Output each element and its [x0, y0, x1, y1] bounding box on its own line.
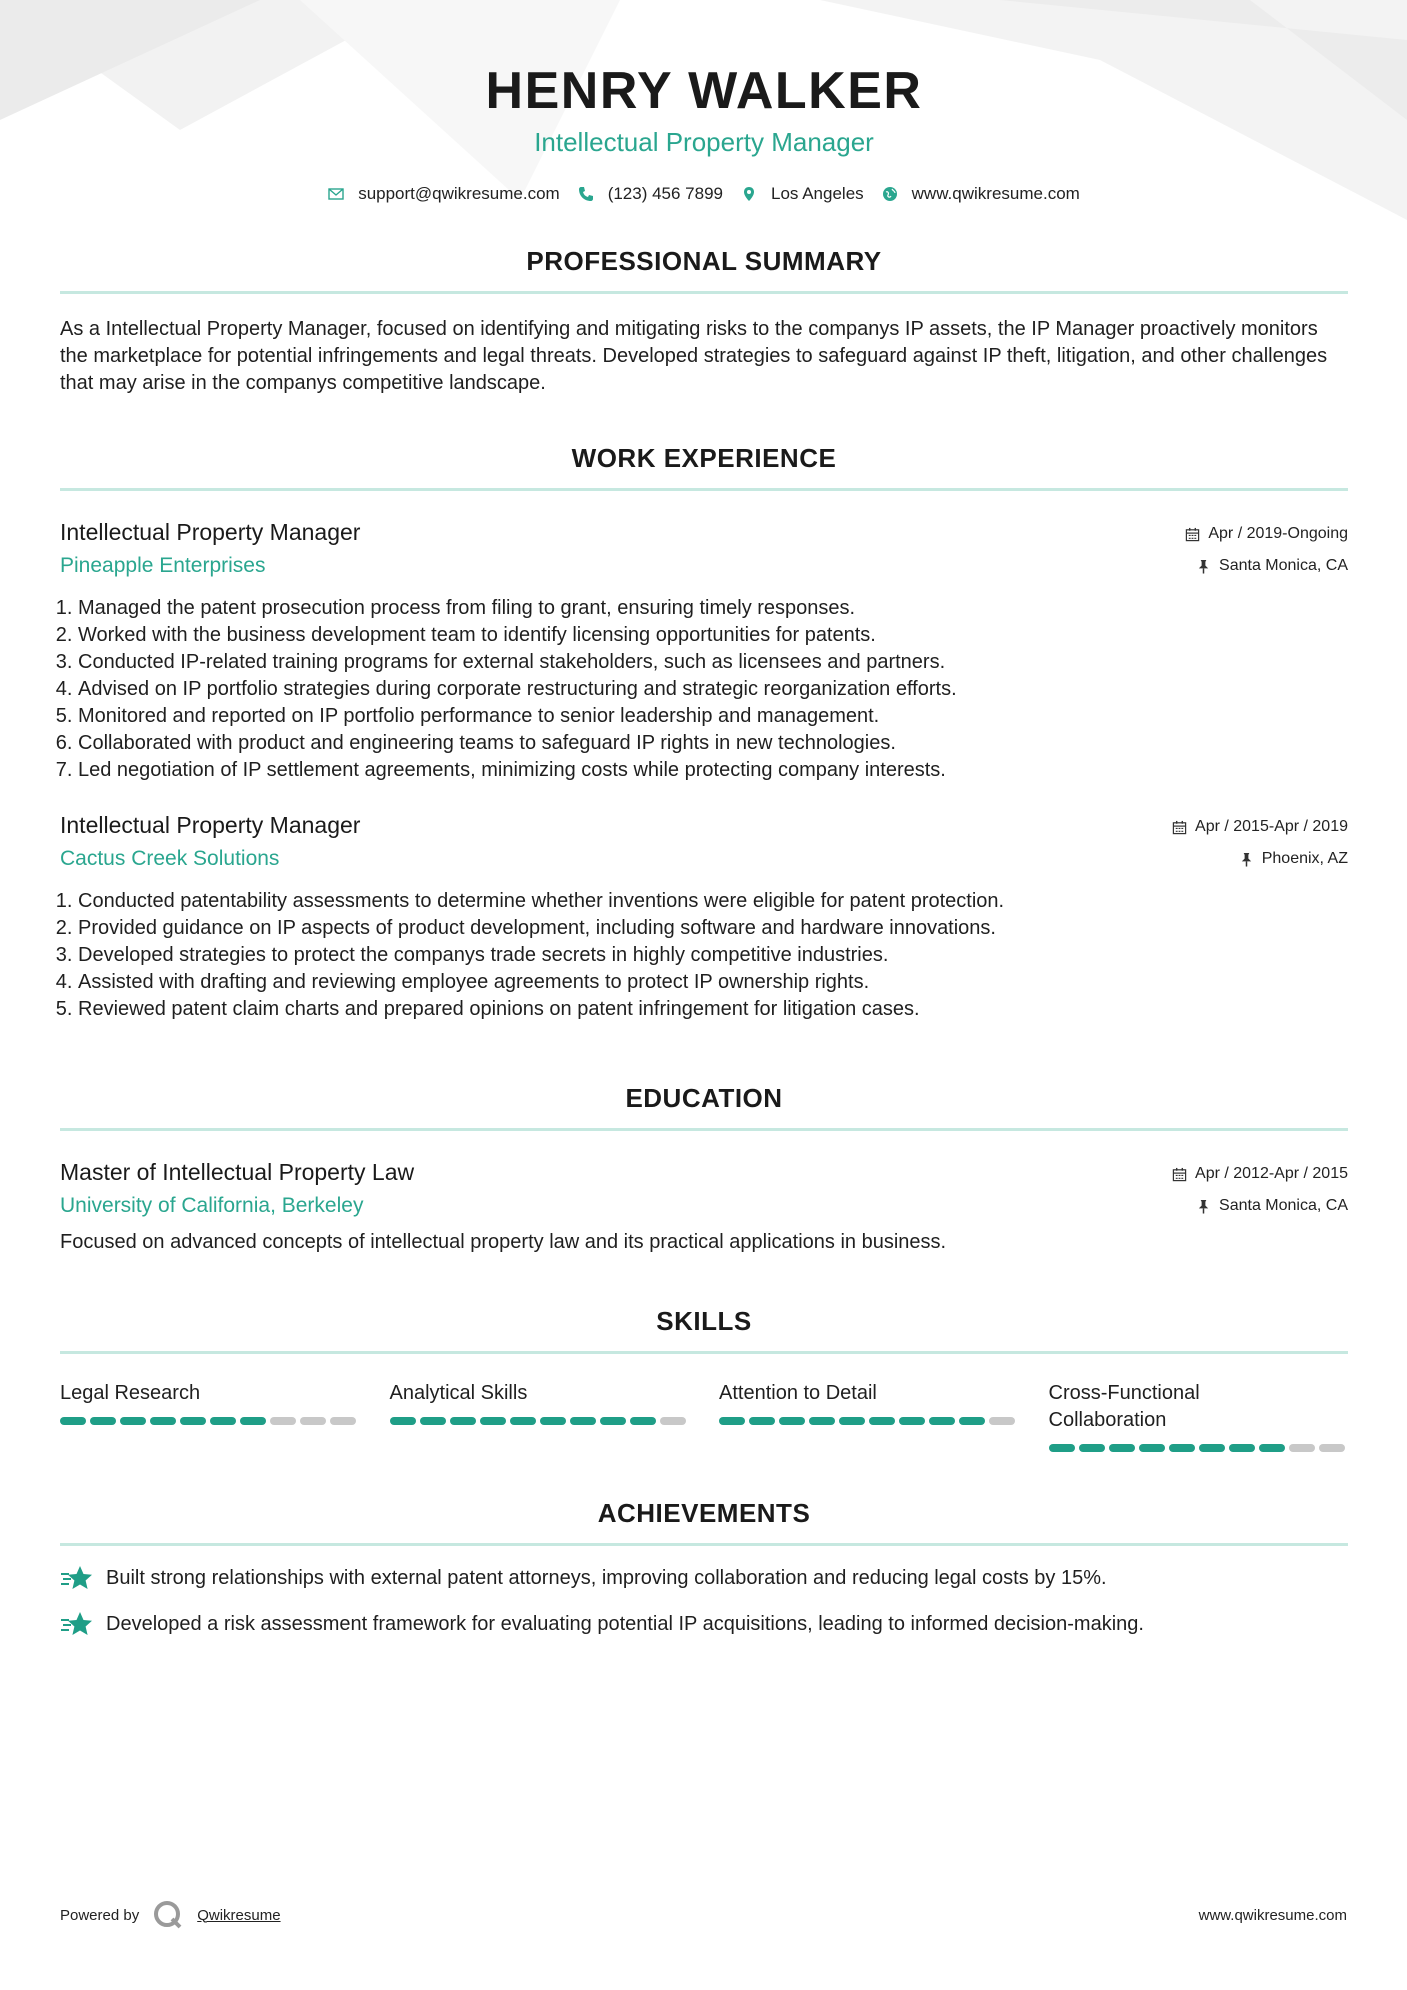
skill-level-bar [390, 1417, 690, 1425]
skill-segment-filled [570, 1417, 596, 1425]
skill-segment-filled [1049, 1444, 1075, 1452]
skill-level-bar [1049, 1444, 1349, 1452]
section-title: EDUCATION [60, 1083, 1348, 1131]
education-entry [60, 1157, 1348, 1256]
achievement-item [60, 1610, 1348, 1638]
contact-location [741, 184, 864, 204]
pushpin-icon [1196, 559, 1211, 574]
resume-page [60, 0, 1348, 1638]
list-item: 3. Developed strategies to protect the companys trade secrets in highly competitive industries. [78, 942, 1348, 969]
summary-section [60, 246, 1348, 397]
skill-segment-filled [959, 1417, 985, 1425]
skill-segment-filled [210, 1417, 236, 1425]
section-title: SKILLS [60, 1306, 1348, 1354]
skill-segment-filled [1199, 1444, 1225, 1452]
skill-segment-filled [150, 1417, 176, 1425]
skill-segment-filled [869, 1417, 895, 1425]
skill-segment-empty [660, 1417, 686, 1425]
skill-segment-filled [719, 1417, 745, 1425]
section-title: ACHIEVEMENTS [60, 1498, 1348, 1546]
list-item: 4. Advised on IP portfolio strategies during corporate restructuring and strategic reorganization efforts. [78, 676, 1348, 703]
skill-segment-filled [90, 1417, 116, 1425]
skill-segment-filled [1109, 1444, 1135, 1452]
degree-title: Master of Intellectual Property Law [60, 1159, 415, 1185]
skill-segment-filled [120, 1417, 146, 1425]
skill-segment-empty [989, 1417, 1015, 1425]
achievement-item [60, 1564, 1348, 1592]
education-description: Focused on advanced concepts of intellectual property law and its practical applications in business. [60, 1231, 947, 1253]
skill-segment-filled [839, 1417, 865, 1425]
skill-segment-filled [630, 1417, 656, 1425]
pushpin-icon [1196, 1199, 1211, 1214]
page-footer [60, 1900, 1347, 1930]
pushpin-icon [1239, 852, 1254, 867]
list-item: 3. Conducted IP-related training programs for external stakeholders, such as licensees and partners. [78, 649, 1348, 676]
skill-segment-filled [540, 1417, 566, 1425]
envelope-icon [328, 186, 344, 202]
skill-segment-filled [240, 1417, 266, 1425]
achievement-text: Built strong relationships with external patent attorneys, improving collaboration and reducing legal costs by 15%. [106, 1566, 1107, 1589]
job-title: Intellectual Property Manager [60, 519, 361, 545]
skill-item [719, 1380, 1019, 1452]
skill-segment-filled [1229, 1444, 1255, 1452]
star-icon [60, 1564, 94, 1592]
candidate-name: HENRY WALKER [485, 62, 923, 120]
summary-text: As a Intellectual Property Manager, focused on identifying and mitigating risks to the companys IP assets, the IP Manager proactively monitors the marketplace for potential infringements and legal threats. Developed strategies to safeguard against IP theft, litigation, and other challenges that may arise in the companys competitive landscape. [60, 318, 1328, 394]
job-bullets [60, 595, 1348, 784]
skill-name: Attention to Detail [719, 1382, 877, 1404]
list-item: 1. Conducted patentability assessments to determine whether inventions were eligible for patent protection. [78, 888, 1348, 915]
list-item: 2. Provided guidance on IP aspects of product development, including software and hardware innovations. [78, 915, 1348, 942]
list-item: 6. Collaborated with product and engineering teams to safeguard IP rights in new technologies. [78, 730, 1348, 757]
powered-by [60, 1900, 281, 1930]
phone-text: (123) 456 7899 [607, 184, 724, 203]
skill-segment-empty [330, 1417, 356, 1425]
skill-level-bar [719, 1417, 1019, 1425]
skill-segment-empty [1319, 1444, 1345, 1452]
calendar-icon [1185, 527, 1200, 542]
website-text: www.qwikresume.com [911, 184, 1080, 203]
powered-by-label: Powered by [60, 1906, 140, 1924]
globe-icon [882, 186, 898, 202]
resume-header [60, 0, 1348, 204]
qwikresume-logo-icon [153, 1900, 183, 1930]
list-item: 5. Reviewed patent claim charts and prepared opinions on patent infringement for litigation cases. [78, 996, 1348, 1023]
calendar-icon [1172, 1167, 1187, 1182]
achievement-text: Developed a risk assessment framework for evaluating potential IP acquisitions, leading to informed decision-making. [106, 1612, 1144, 1635]
education-dates: Apr / 2012-Apr / 2015 [1172, 1159, 1348, 1189]
skills-section [60, 1306, 1348, 1452]
education-location: Santa Monica, CA [1172, 1191, 1348, 1221]
skill-segment-empty [300, 1417, 326, 1425]
footer-website[interactable]: www.qwikresume.com [1198, 1906, 1347, 1924]
skill-name: Legal Research [60, 1382, 201, 1404]
job-entry [60, 517, 1348, 784]
candidate-role: Intellectual Property Manager [534, 127, 874, 157]
section-title: PROFESSIONAL SUMMARY [60, 246, 1348, 294]
phone-icon [578, 186, 594, 202]
skill-segment-filled [899, 1417, 925, 1425]
skill-item [1049, 1380, 1349, 1452]
list-item: 4. Assisted with drafting and reviewing employee agreements to protect IP ownership rights. [78, 969, 1348, 996]
skill-segment-filled [180, 1417, 206, 1425]
skill-item [390, 1380, 690, 1452]
job-dates: Apr / 2019-Ongoing [1185, 519, 1348, 549]
skill-segment-filled [1169, 1444, 1195, 1452]
location-text: Los Angeles [771, 184, 864, 203]
achievements-section [60, 1498, 1348, 1638]
job-entry [60, 810, 1348, 1023]
skill-segment-filled [749, 1417, 775, 1425]
list-item: 5. Monitored and reported on IP portfolio performance to senior leadership and management. [78, 703, 1348, 730]
company-name: Pineapple Enterprises [60, 554, 266, 577]
list-item: 7. Led negotiation of IP settlement agreements, minimizing costs while protecting company interests. [78, 757, 1348, 784]
list-item: 1. Managed the patent prosecution process from filing to grant, ensuring timely responses. [78, 595, 1348, 622]
job-dates: Apr / 2015-Apr / 2019 [1172, 812, 1348, 842]
skill-level-bar [60, 1417, 360, 1425]
skill-segment-filled [390, 1417, 416, 1425]
skill-segment-filled [510, 1417, 536, 1425]
email-text: support@qwikresume.com [358, 184, 560, 203]
job-title: Intellectual Property Manager [60, 812, 361, 838]
skill-segment-filled [809, 1417, 835, 1425]
job-bullets [60, 888, 1348, 1023]
skill-segment-filled [929, 1417, 955, 1425]
skill-segment-empty [270, 1417, 296, 1425]
skill-segment-filled [1259, 1444, 1285, 1452]
experience-section [60, 443, 1348, 1023]
skill-segment-filled [1139, 1444, 1165, 1452]
skill-item [60, 1380, 360, 1452]
contact-website[interactable] [882, 184, 1080, 204]
brand-link[interactable]: Qwikresume [197, 1906, 281, 1924]
job-location: Phoenix, AZ [1172, 844, 1348, 874]
star-icon [60, 1610, 94, 1638]
company-name: Cactus Creek Solutions [60, 847, 280, 870]
education-section [60, 1083, 1348, 1256]
skill-segment-filled [420, 1417, 446, 1425]
skill-segment-empty [1289, 1444, 1315, 1452]
contact-bar [60, 184, 1348, 204]
contact-email[interactable] [328, 184, 560, 204]
calendar-icon [1172, 820, 1187, 835]
map-pin-icon [741, 186, 757, 202]
skill-segment-filled [480, 1417, 506, 1425]
skills-list [60, 1380, 1348, 1452]
skill-name: Analytical Skills [389, 1382, 528, 1404]
list-item: 2. Worked with the business development team to identify licensing opportunities for patents. [78, 622, 1348, 649]
skill-segment-filled [600, 1417, 626, 1425]
skill-segment-filled [60, 1417, 86, 1425]
job-location: Santa Monica, CA [1185, 551, 1348, 581]
skill-segment-filled [1079, 1444, 1105, 1452]
school-name: University of California, Berkeley [60, 1194, 364, 1217]
skill-name: Cross-Functional Collaboration [1048, 1382, 1200, 1431]
skill-segment-filled [450, 1417, 476, 1425]
contact-phone[interactable] [578, 184, 723, 204]
section-title: WORK EXPERIENCE [60, 443, 1348, 491]
skill-segment-filled [779, 1417, 805, 1425]
